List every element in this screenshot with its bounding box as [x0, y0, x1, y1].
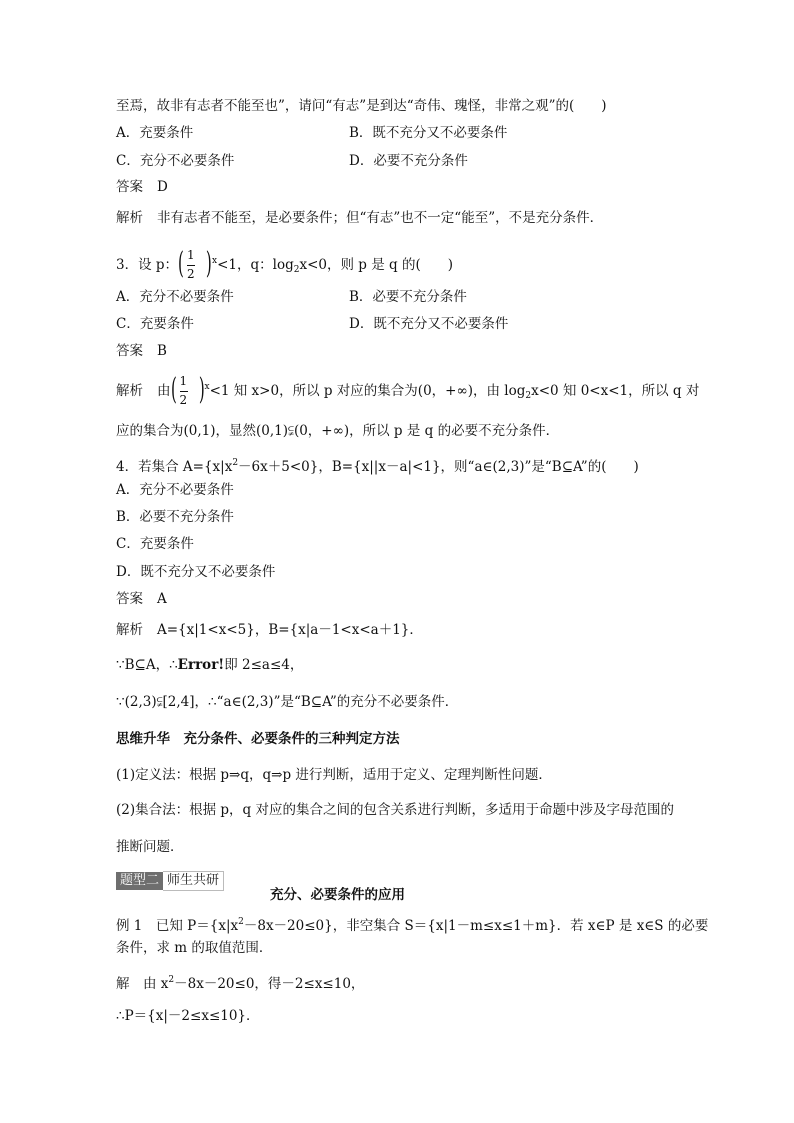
- q3-condition-2: x<0，则 p 是 q 的( ): [299, 257, 453, 273]
- error-text: Error!: [177, 657, 225, 673]
- analysis-line: [116, 620, 423, 640]
- example-stem: [116, 912, 708, 936]
- analysis-line: [116, 208, 603, 228]
- exponent: 2: [232, 458, 239, 468]
- analysis-label: 解析: [116, 622, 143, 638]
- section-tag-sublabel: 师生共研: [163, 871, 224, 891]
- question-stem-line: 至焉，故非有志者不能至也”，请问“有志”是到达“奇伟、瑰怪，非常之观”的( ): [116, 98, 607, 114]
- analysis-label: 解析: [116, 383, 143, 399]
- option-a: A．充要条件: [116, 125, 194, 141]
- q4-stem-text: －6x＋5<0}，B={x||x－a|<1}，则“a∈(2,3)”是“B⊆A”的( ): [238, 459, 639, 475]
- q3-prefix: 3．设 p：: [116, 257, 179, 273]
- exponent: x: [212, 256, 218, 266]
- solution-line: [116, 970, 364, 994]
- log-base: 2: [293, 265, 300, 275]
- solution-line-2: ∴P＝{x|－2≤x≤10}．: [116, 1008, 260, 1024]
- exponent: 2: [168, 975, 175, 985]
- answer-value: B: [157, 343, 167, 359]
- section-tag: [116, 870, 224, 891]
- example-stem-2: 条件，求 m 的取值范围．: [116, 940, 273, 956]
- q4-stem-text: 4．若集合 A={x|x: [116, 459, 233, 475]
- answer-label: 答案: [116, 179, 143, 195]
- answer-label: 答案: [116, 343, 143, 359]
- option-b: B．必要不充分条件: [349, 289, 467, 305]
- option-a: A．充分不必要条件: [116, 482, 234, 498]
- answer-value: A: [157, 591, 167, 607]
- analysis-line-2: 应的集合为(0,1)，显然(0,1)⫋(0，+∞)，所以 p 是 q 的必要不充分条件．: [116, 423, 560, 439]
- example-text: －8x－20≤0}，非空集合 S＝{x|1－m≤x≤1＋m}．若 x∈P 是 x∈S 的必要: [243, 918, 709, 934]
- fraction-numerator: 1: [179, 373, 188, 388]
- fraction: ( 1 2 ): [178, 245, 213, 281]
- answer-value: D: [157, 179, 168, 195]
- option-d: D．既不充分又不必要条件: [116, 564, 276, 580]
- analysis-text: <1 知 x>0，所以 p 对应的集合为(0，+∞)，由 log: [209, 383, 526, 399]
- option-d: D．既不充分又不必要条件: [349, 316, 509, 332]
- option-c: C．充要条件: [116, 536, 194, 552]
- option-c: C．充要条件: [116, 316, 194, 332]
- analysis-text: A={x|1<x<5}，B={x|a－1<x<a＋1}．: [157, 622, 423, 638]
- answer-line: [116, 177, 168, 197]
- analysis-text: ∵B⊆A，∴: [116, 657, 178, 673]
- q4-stem: [116, 453, 639, 477]
- fraction: ( 1 2 ): [170, 371, 205, 407]
- option-b: B．既不充分又不必要条件: [349, 125, 508, 141]
- exponent: 2: [238, 917, 244, 927]
- answer-label: 答案: [116, 591, 143, 607]
- analysis-line-3: ∵(2,3)⫋[2,4]，∴“a∈(2,3)”是“B⊆A”的充分不必要条件．: [116, 694, 459, 710]
- q3-condition: <1，q：log: [217, 257, 294, 273]
- method-1: (1)定义法：根据 p⇒q，q⇒p 进行判断，适用于定义、定理判断性问题．: [116, 767, 552, 783]
- analysis-line-2: [116, 655, 303, 675]
- example-text: 例 1 已知 P＝{x|x: [116, 918, 239, 934]
- analysis-text: 非有志者不能至，是必要条件；但“有志”也不一定“能至”，不是充分条件．: [157, 210, 604, 226]
- option-c: C．充分不必要条件: [116, 153, 235, 169]
- fraction-denominator: 2: [179, 392, 188, 407]
- solution-text: －8x－20≤0，得－2≤x≤10，: [174, 976, 365, 992]
- option-b: B．必要不充分条件: [116, 509, 234, 525]
- analysis-line: [116, 369, 699, 414]
- analysis-text: 由: [157, 383, 171, 399]
- method-2: (2)集合法：根据 p，q 对应的集合之间的包含关系进行判断，多适用于命题中涉及字母范围的: [116, 802, 674, 818]
- exponent: x: [204, 382, 210, 392]
- option-a: A．充分不必要条件: [116, 289, 234, 305]
- q3-stem: [116, 243, 453, 288]
- fraction-denominator: 2: [187, 266, 195, 281]
- method-2-cont: 推断问题．: [116, 839, 184, 855]
- answer-line: [116, 341, 167, 361]
- solution-text: 解 由 x: [116, 976, 169, 992]
- analysis-text: x<0 知 0<x<1，所以 q 对: [531, 383, 700, 399]
- analysis-label: 解析: [116, 210, 143, 226]
- summary-title: 思维升华 充分条件、必要条件的三种判定方法: [116, 731, 400, 747]
- answer-line: [116, 589, 167, 609]
- section-tag-label: 题型二: [116, 872, 163, 890]
- fraction-numerator: 1: [187, 247, 195, 262]
- section-title: 充分、必要条件的应用: [270, 887, 405, 903]
- log-base: 2: [525, 391, 532, 401]
- option-d: D．必要不充分条件: [349, 153, 468, 169]
- analysis-text: 即 2≤a≤4，: [224, 657, 304, 673]
